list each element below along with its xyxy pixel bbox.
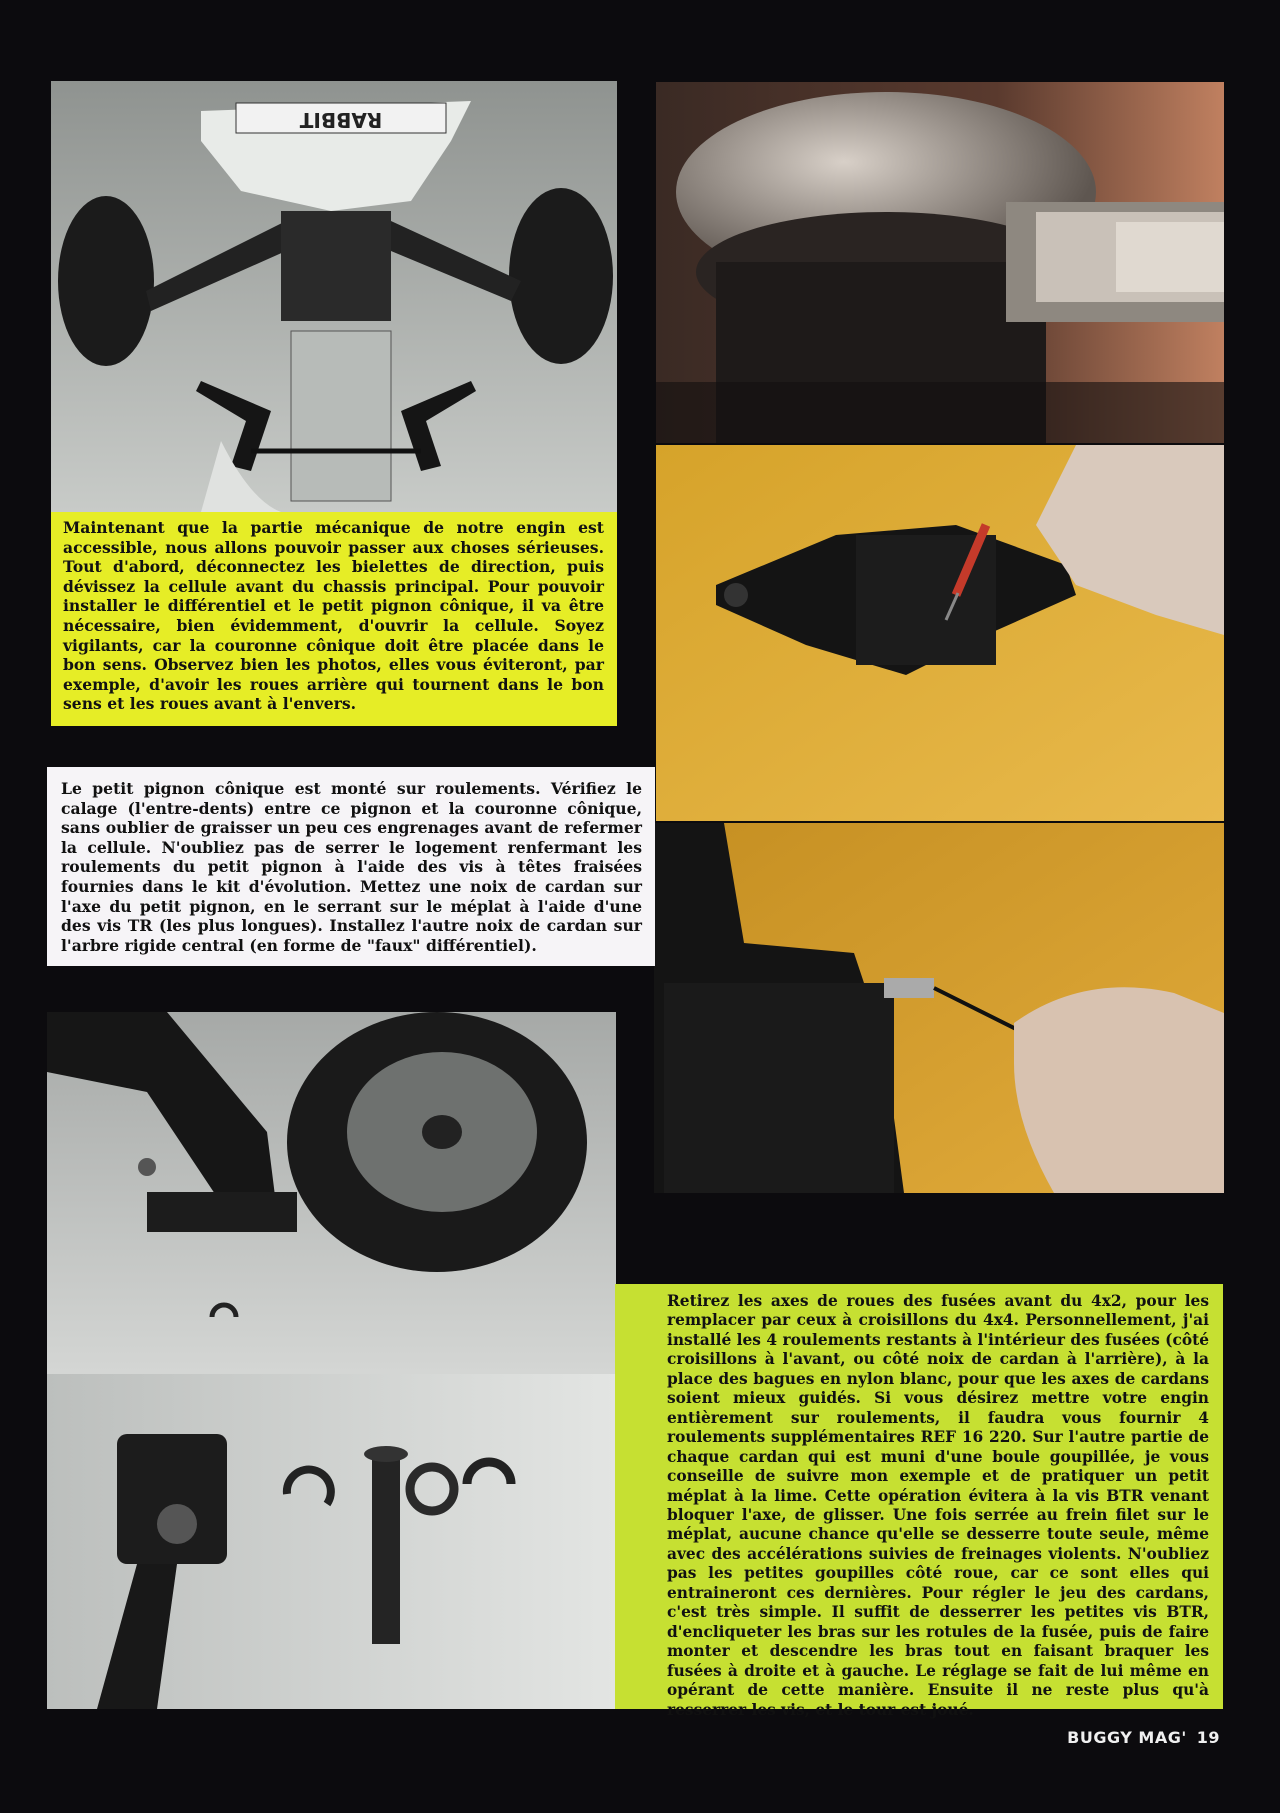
buggy-front-underside-photo [51,81,617,512]
page-number: 19 [1196,1728,1220,1747]
page-footer [1057,1728,1220,1747]
hex-key-cardan-photo [654,823,1224,1193]
caption-cardan-setup: Retirez les axes de roues des fusées avant du 4x2, pour les remplacer par ceux à croisillons du 4x4. Personnellement, j'ai installé les 4 roulements restants à l'intérieur des fusées (côté croisillons à l'avant, ou côté noix de cardan à l'arrière), à la place des bagues en nylon blanc, pour que les axes de cardans soient mieux guidés. Si vous désirez mettre votre engin entièrement sur roulements, il faudra vous fournir 4 roulements supplémentaires REF 16 220. Sur l'autre partie de chaque cardan qui est muni d'une boule goupillée, je vous conseille de suivre mon exemple et de pratiquer un petit méplat à la lime. Cette opération évitera à la vis BTR venant bloquer l'axe, de glisser. Une fois serrée au frein filet sur le méplat, aucune chance qu'elle se desserre toute seule, même avec des accélérations suivies de freinages violents. N'oubliez pas les petites goupilles côté roue, car ce sont elles qui entraineront ces dernières. Pour régler le jeu des cardans, c'est très simple. Il suffit de desserrer les petites vis BTR, d'encliqueter les bras sur les rotules de la fusée, puis de faire monter et descendre les bras tout en faisant braquer les fusées à droite et à gauche. Le réglage se fait de lui même en opérant de cette manière. Ensuite il ne reste plus qu'à resserrer les vis, et le tour est joué. [615,1284,1223,1709]
screwdriver-on-chassis-photo [656,445,1224,821]
caption-pinion-bearings: Le petit pignon cônique est monté sur roulements. Vérifiez le calage (l'entre-dents) entre ce pignon et la couronne cônique, sans oublier de graisser un peu ces engrenages avant de refermer la cellule. N'oubliez pas de serrer le logement renfermant les roulements du petit pignon à l'aide des vis à têtes fraisées fournies dans le kit d'évolution. Mettez une noix de cardan sur l'axe du petit pignon, en le serrant sur le méplat à l'aide d'une des vis TR (les plus longues). Installez l'autre noix de cardan sur l'arbre rigide central (en forme de "faux" différentiel). [47,767,655,966]
crown-gear-differential-photo [656,82,1224,443]
caption-disassembly: Maintenant que la partie mécanique de notre engin est accessible, nous allons pouvoir passer aux choses sérieuses. Tout d'abord, déconnectez les bielettes de direction, puis dévissez la cellule avant du chassis principal. Pour pouvoir installer le différentiel et le petit pignon cônique, il va être nécessaire, bien évidemment, d'ouvrir la cellule. Soyez vigilants, car la couronne cônique doit être placée dans le bon sens. Observez bien les photos, elles vous éviteront, par exemple, d'avoir les roues arrière qui tournent dans le bon sens et les roues avant à l'envers. [51,512,617,726]
body-sticker-text: RABBIT [299,108,383,132]
magazine-name: BUGGY MAG' [1067,1728,1187,1747]
front-wheel-hub-photo [47,1012,616,1374]
axle-parts-photo [47,1374,616,1709]
